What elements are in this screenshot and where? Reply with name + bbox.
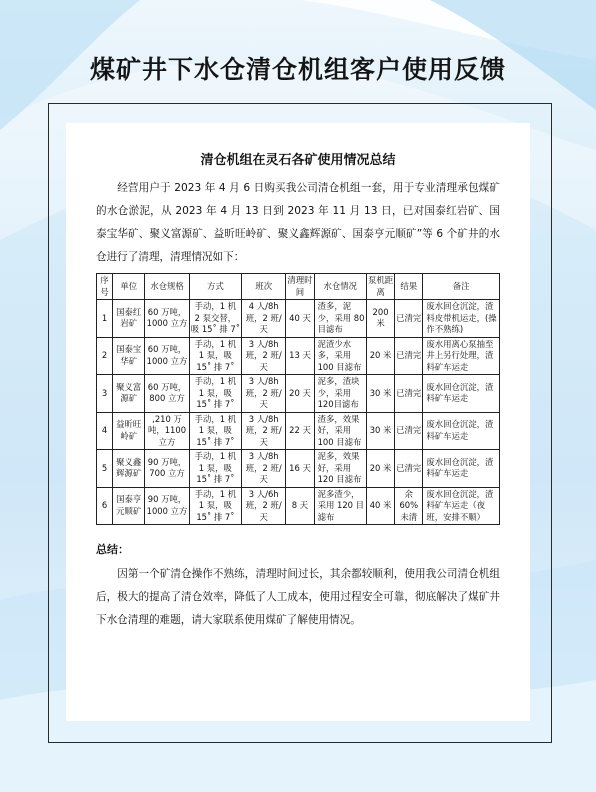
table-cell: 已清完 [395,337,423,375]
table-cell: 90 万吨，700 立方 [145,450,189,488]
table-cell: 20 米 [366,337,394,375]
table-cell: 30 米 [366,412,394,450]
table-cell: 20 米 [366,450,394,488]
header-cell: 单位 [113,274,145,300]
table-cell: 手动，1 机 1 泵，吸 15˚ 排 7˚ [189,412,241,450]
table-cell: 聚义鑫辉源矿 [113,450,145,488]
table-cell: 国泰亨元顺矿 [113,487,145,525]
table-cell: 泥多，渣块少，采用120目滤布 [314,375,366,413]
table-cell: 13 天 [286,337,314,375]
report-card [66,123,530,721]
table-cell: 已清完 [395,412,423,450]
summary-heading: 总结： [96,543,129,556]
table-cell: 废水回仓沉淀，渣料矿车运走 [423,450,500,488]
table-row [97,337,500,375]
table-cell: 5 [97,450,113,488]
table-row [97,450,500,488]
table-cell: ,210 万吨，1100 立方 [145,412,189,450]
usage-table [96,273,500,525]
table-cell: 聚义富源矿 [113,375,145,413]
header-cell: 泵机距离 [366,274,394,300]
table-cell: 22 天 [286,412,314,450]
header-cell: 班次 [242,274,286,300]
table-cell: 16 天 [286,450,314,488]
table-cell: 废水回仓沉淀，渣料矿车运走（夜班，安排不顺） [423,487,500,525]
header-cell: 序号 [97,274,113,300]
table-cell: 3 人/8h 班，2 班/天 [242,450,286,488]
table-cell: 余 60% 未清 [395,487,423,525]
table-cell: 3 人/8h 班，2 班/天 [242,375,286,413]
table-cell: 90 万吨，1000 立方 [145,487,189,525]
table-cell: 3 人/8h 班，2 班/天 [242,337,286,375]
table-cell: 200 米 [366,300,394,338]
table-cell: 手动，1 机 1 泵，吸 15˚ 排 7˚ [189,487,241,525]
table-cell: 手动，1 机 1 泵，吸 15˚ 排 7˚ [189,450,241,488]
table-cell: 废水回仓沉淀，渣料皮带机运走，(操作不熟练) [423,300,500,338]
intro-paragraph: 经营用户于 2023 年 4 月 6 日购买我公司清仓机组一套，用于专业清理承包煤矿的水仓淤泥，从 2023 年 4 月 13 日到 2023 年 11 月 13 日，已对国泰红岩矿、国泰宝华矿、聚义富源矿、益昕旺岭矿、聚义鑫辉源矿、国泰亨元顺矿”等 6 个矿井的水仓进行了清理，清理情况如下： [96,182,500,263]
table-cell: 已清完 [395,300,423,338]
table-cell: 2 [97,337,113,375]
header-cell: 备注 [423,274,500,300]
table-cell: 3 [97,375,113,413]
table-header-row [97,274,500,300]
table-row [97,375,500,413]
table-cell: 泥多，效果好，采用 120 目滤布 [314,450,366,488]
table-cell: 手动，1 机 1 泵，吸 15˚ 排 7˚ [189,337,241,375]
table-cell: 手动，1 机 2 泵交替，吸 15˚ 排 7˚ [189,300,241,338]
table-cell: 4 [97,412,113,450]
table-cell: 废水回仓沉淀，渣料矿车运走 [423,375,500,413]
table-cell: 废水回仓沉淀，渣料矿车运走 [423,412,500,450]
table-cell: 渣多，效果好，采用 100 目滤布 [314,412,366,450]
table-row [97,412,500,450]
header-cell: 水仓规格 [145,274,189,300]
table-cell: 4 人/8h 班，2 班/天 [242,300,286,338]
table-cell: 废水用离心泵抽至井上另行处理，渣料矿车运走 [423,337,500,375]
table-row [97,487,500,525]
table-cell: 60 万吨，1000 立方 [145,337,189,375]
table-cell: 泥渣少水多，采用 100 目滤布 [314,337,366,375]
table-cell: 手动，1 机 1 泵，吸 15˚ 排 7˚ [189,375,241,413]
summary-paragraph: 因第一个矿清仓操作不熟练，清理时间过长，其余都较顺利，使用我公司清仓机组后，极大的提高了清仓效率，降低了人工成本，使用过程安全可靠，彻底解决了煤矿井下水仓清理的难题，请大家联系使用煤矿了解使用情况。 [96,568,500,626]
header-cell: 清理时间 [286,274,314,300]
table-cell: 3 人/6h 班，2 班/天 [242,487,286,525]
table-cell: 40 米 [366,487,394,525]
table-cell: 60 万吨，800 立方 [145,375,189,413]
table-cell: 已清完 [395,375,423,413]
table-cell: 1 [97,300,113,338]
table-cell: 渣多，泥少，采用 80 目滤布 [314,300,366,338]
table-cell: 已清完 [395,450,423,488]
header-cell: 水仓情况 [314,274,366,300]
header-cell: 方式 [189,274,241,300]
report-subtitle: 清仓机组在灵石各矿使用情况总结 [200,153,396,168]
table-cell: 6 [97,487,113,525]
table-cell: 8 天 [286,487,314,525]
table-cell: 泥多渣少，采用 120 目滤布 [314,487,366,525]
table-cell: 20 天 [286,375,314,413]
table-row [97,300,500,338]
table-cell: 国泰宝华矿 [113,337,145,375]
table-cell: 国泰红岩矿 [113,300,145,338]
table-cell: 30 米 [366,375,394,413]
table-cell: 60 万吨，1000 立方 [145,300,189,338]
table-cell: 40 天 [286,300,314,338]
table-cell: 益昕旺岭矿 [113,412,145,450]
header-cell: 结果 [395,274,423,300]
page-title: 煤矿井下水仓清仓机组客户使用反馈 [89,55,506,84]
table-cell: 3 人/8h 班，2 班/天 [242,412,286,450]
